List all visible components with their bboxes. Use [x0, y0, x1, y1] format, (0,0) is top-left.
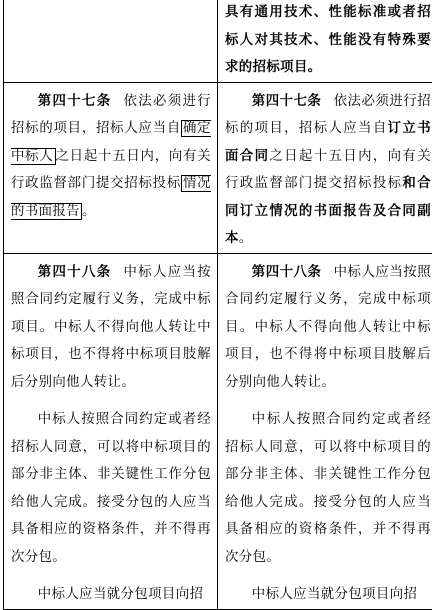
row1-right-text: 具有通用技术、性能标准或者招标人对其技术、性能没有特殊要求的招标项目。: [225, 0, 431, 82]
article47-old-cell: [4, 82, 218, 253]
boxed-text: 确定中标人: [11, 120, 211, 165]
article-text: 中标人应当按照合同约定履行义务，完成中标项目。中标人不得向他人转让中标项目，也不得将中标项目肢解后分别向他人转让。: [11, 265, 211, 390]
table-row: [4, 82, 432, 253]
article47-new-cell: [218, 82, 432, 253]
article48-old-cell: [4, 253, 218, 609]
law-comparison-table: [3, 0, 432, 610]
article-number: 第四十七条: [38, 94, 112, 109]
article-number: 第四十八条: [252, 265, 322, 280]
row1-left-cell: [4, 0, 218, 82]
table-row: [4, 253, 432, 609]
article48-old-paragraph-2: 中标人按照合同约定或者经招标人同意，可以将中标项目的部分非主体、非关键性工作分包给他人完成。接受分包的人应当具备相应的资格条件，并不得再次分包。: [11, 406, 211, 571]
article47-old-paragraph: [11, 88, 211, 226]
article-text: 之日起十五日内，向有关行政监督部门提交招标投标: [11, 149, 211, 192]
row1-right-cell: [218, 0, 432, 82]
bold-text: 订立书面合同: [225, 121, 431, 164]
boxed-text: 情况的书面报告: [11, 175, 211, 220]
article-text: 中标人应当按照合同约定履行义务，完成中标项目。中标人不得向他人转让中标项目，也不得将中标项目肢解后分别向他人转让。: [225, 265, 431, 390]
article48-new-cell: [218, 253, 432, 609]
article-text: 依法必须进行招标的项目，招标人应当自: [225, 94, 431, 137]
article-text: 之日起十五日内，向有关行政监督部门提交招标投标: [225, 149, 431, 192]
article-text: 。: [239, 231, 253, 246]
table-row: [4, 0, 432, 82]
article-number: 第四十八条: [38, 265, 112, 280]
article48-old-paragraph-1: [11, 259, 211, 397]
article-number: 第四十七条: [252, 94, 322, 109]
article47-new-paragraph: [225, 88, 431, 253]
article48-new-paragraph-1: [225, 259, 431, 397]
article48-old-paragraph-3: 中标人应当就分包项目向招: [11, 581, 211, 609]
article-text: 依法必须进行招标的项目，招标人应当自: [11, 94, 211, 137]
article48-new-paragraph-2: 中标人按照合同约定或者经招标人同意，可以将中标项目的部分非主体、非关键性工作分包给他人完成。接受分包的人应当具备相应的资格条件，并不得再次分包。: [225, 406, 431, 571]
article-text: 。: [82, 204, 96, 219]
bold-text: 和合同订立情况的书面报告及合同副本: [225, 176, 431, 246]
article48-new-paragraph-3: 中标人应当就分包项目向招: [225, 581, 431, 609]
